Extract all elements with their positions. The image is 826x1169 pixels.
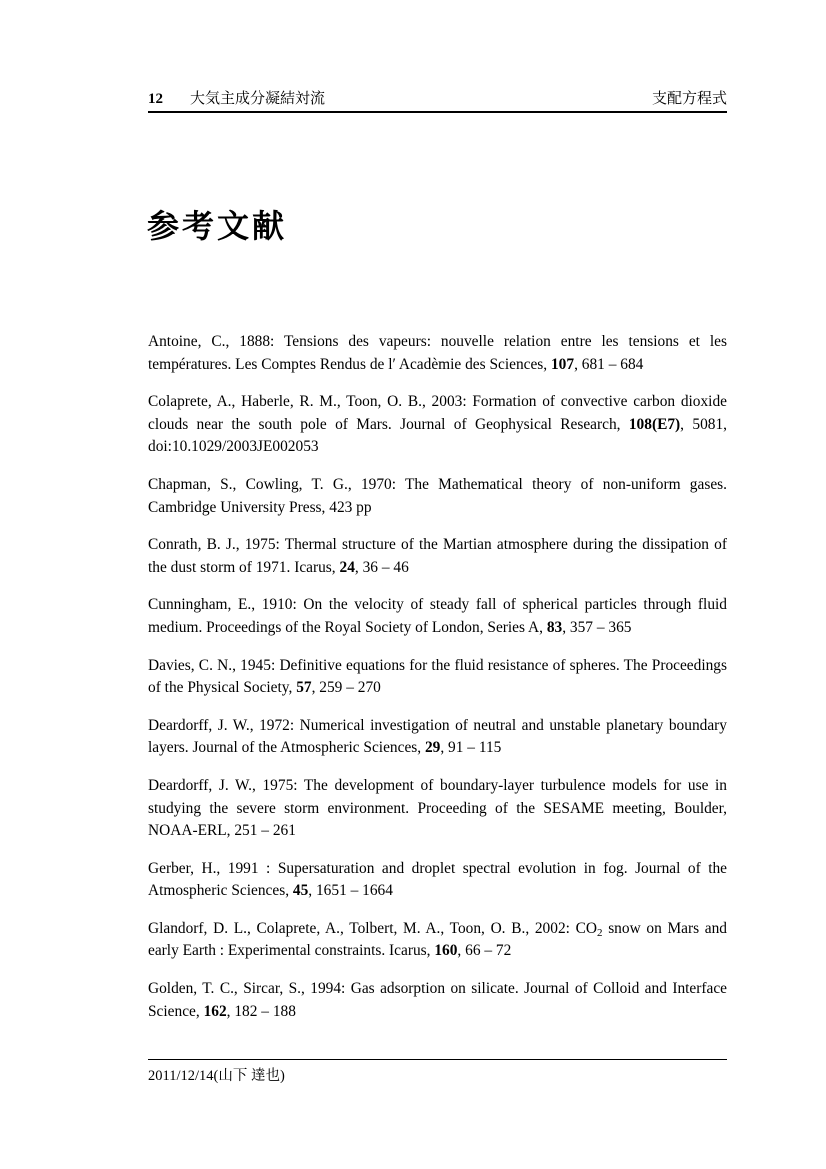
footer-rule bbox=[148, 1059, 727, 1060]
reference-entry: Golden, T. C., Sircar, S., 1994: Gas adsorption on silicate. Journal of Colloid and Interface Science, 162, 182 – 188 bbox=[148, 980, 727, 1020]
reference-entry: Gerber, H., 1991 : Supersaturation and droplet spectral evolution in fog. Journal of the Atmospheric Sciences, 45, 1651 – 1664 bbox=[148, 859, 727, 900]
reference-entry: Colaprete, A., Haberle, R. M., Toon, O. B., 2003: Formation of convective carbon dioxide clouds near the south pole of Mars. Journal of Geophysical Research, 108(E7), 5081, doi:10.1029/2003JE002053 bbox=[148, 393, 728, 456]
reference-entry: Conrath, B. J., 1975: Thermal structure of the Martian atmosphere during the dissipation of the dust storm of 1971. Icarus, 24, 36 – 46 bbox=[148, 536, 727, 576]
footer-date-author: 2011/12/14(山下 達也) bbox=[148, 1068, 285, 1084]
reference-list bbox=[148, 331, 727, 1038]
reference-entry: Davies, C. N., 1945: Definitive equations for the fluid resistance of spheres. The Proceedings of the Physical Society, 57, 259 – 270 bbox=[148, 656, 727, 697]
reference-entry: Glandorf, D. L., Colaprete, A., Tolbert, M. A., Toon, O. B., 2002: $CO_2$ snow on Mars and early Earth : Experimental constraints. Icarus, 160, 66 – 72 bbox=[148, 919, 727, 960]
reference-entry: Chapman, S., Cowling, T. G., 1970: The Mathematical theory of non-uniform gases. Cambridge University Press, 423 pp bbox=[148, 475, 727, 516]
reference-entry: Antoine, C., 1888: Tensions des vapeurs: nouvelle relation entre les tensions et les températures. Les Comptes Rendus de l′ Acadèmie des Sciences, 107, 681 – 684 bbox=[148, 333, 727, 373]
page-header-left bbox=[148, 87, 325, 108]
reference-entry: Deardorff, J. W., 1972: Numerical investigation of neutral and unstable planetary boundary layers. Journal of the Atmospheric Sciences, 29, 91 – 115 bbox=[148, 716, 727, 757]
reference-entry: Deardorff, J. W., 1975: The development of boundary-layer turbulence models for use in studying the severe storm environment. Proceeding of the SESAME meeting, Boulder, NOAA-ERL, 251 – 261 bbox=[148, 776, 727, 840]
references-title: 参考文献 bbox=[147, 208, 288, 244]
page-number: 12 bbox=[148, 91, 163, 107]
header-section-title-left: 大気主成分凝結対流 bbox=[190, 90, 326, 107]
header-rule bbox=[148, 111, 727, 113]
header-section-title-right: 支配方程式 bbox=[651, 90, 727, 107]
reference-entry: Cunningham, E., 1910: On the velocity of steady fall of spherical particles through fluid medium. Proceedings of the Royal Society of London, Series A, 83, 357 – 365 bbox=[148, 596, 727, 636]
